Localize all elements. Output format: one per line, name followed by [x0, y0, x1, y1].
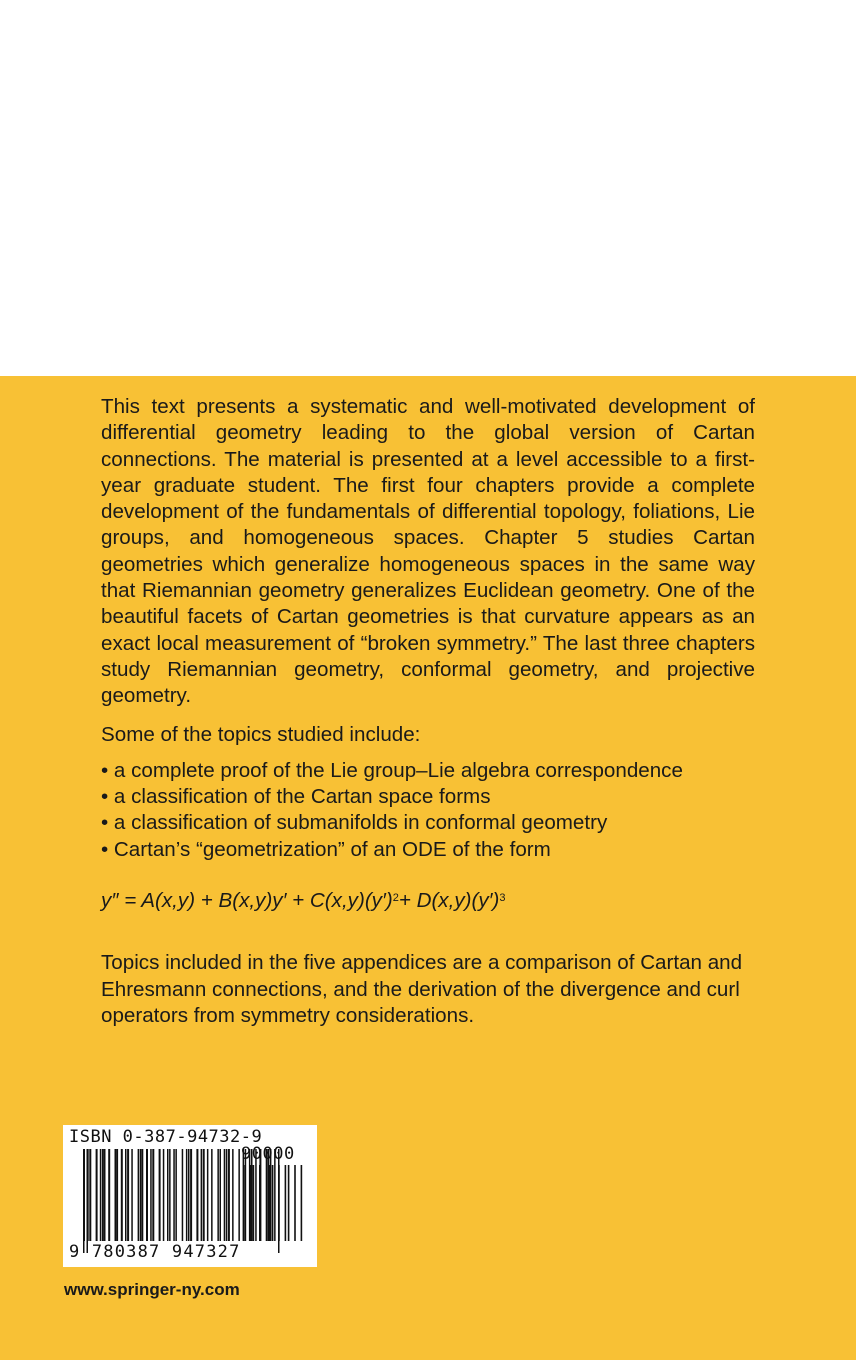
barcode-bar — [150, 1149, 152, 1241]
barcode-bar — [249, 1165, 251, 1241]
barcode-bar — [125, 1149, 127, 1241]
top-blank-area — [0, 0, 856, 376]
barcode-bar — [232, 1149, 234, 1241]
barcode-bar — [89, 1149, 91, 1241]
barcode-bar — [217, 1149, 219, 1241]
description-paragraph: This text presents a systematic and well-motivated development of differential geometry leading to the global version of Cartan connections. The material is presented at a level accessible to a first-year graduate student. The first four chapters provide a complete development of the fundamentals of differential topology, foliations, Lie groups, and homogeneous spaces. Chapter 5 studies Cartan geometries which generalize homogeneous spaces in the same way that Riemannian geometry generalizes Euclidean geometry. One of the beautiful facets of Cartan geometries is that curvature appears as an exact local measurement of “broken symmetry.” The last three chapters study Riemannian geometry, conformal geometry, and projective geometry. — [101, 395, 755, 708]
barcode-bar — [83, 1149, 85, 1253]
ean-digits: 9 780387 947327 — [69, 1242, 241, 1262]
barcode-bar — [186, 1149, 188, 1241]
barcode-bar — [224, 1149, 226, 1241]
isbn-barcode — [63, 1125, 317, 1267]
barcode-bar — [100, 1149, 102, 1241]
barcode-bar — [131, 1149, 133, 1241]
equation-exponent-2: 2 — [392, 892, 399, 905]
barcode-bar — [159, 1149, 161, 1241]
barcode-bar — [169, 1149, 171, 1241]
barcode-bar — [87, 1149, 89, 1253]
barcode-bar — [278, 1149, 280, 1253]
barcode-bar — [108, 1149, 110, 1241]
topics-intro: Some of the topics studied include: — [101, 722, 421, 746]
barcode-bar — [285, 1165, 287, 1241]
barcode-bar — [167, 1149, 169, 1241]
barcode-bar — [201, 1149, 203, 1241]
barcode-bar — [203, 1149, 205, 1241]
barcode-bar — [259, 1165, 261, 1241]
back-cover-text — [101, 394, 755, 1029]
barcode-bar — [173, 1149, 175, 1241]
barcode-bar — [272, 1165, 274, 1241]
barcode-bar — [269, 1165, 271, 1241]
ode-equation — [101, 885, 755, 914]
barcode-bar — [301, 1165, 303, 1241]
barcode-bar — [243, 1165, 245, 1241]
barcode-bar — [104, 1149, 106, 1241]
price-code: 90000 — [241, 1144, 295, 1164]
barcode-bar — [102, 1149, 104, 1241]
barcode-bar — [182, 1149, 184, 1241]
barcode-bar — [228, 1149, 230, 1241]
barcode-bar — [294, 1165, 296, 1241]
equation-main: y″ = A(x,y) + B(x,y)y′ + C(x,y)(y′) — [101, 889, 393, 913]
barcode-bar — [238, 1149, 240, 1241]
list-item: • a classification of the Cartan space forms — [101, 785, 491, 809]
barcode-bar — [253, 1165, 255, 1241]
barcode-bar — [190, 1149, 192, 1241]
barcode-bar — [163, 1149, 165, 1241]
barcode-bar — [288, 1165, 290, 1241]
barcode-bar — [142, 1149, 144, 1241]
barcode-bar — [146, 1149, 148, 1241]
barcode-bar — [152, 1149, 154, 1241]
barcode-bar — [226, 1149, 228, 1241]
equation-middle: + D(x,y)(y′) — [398, 889, 500, 913]
barcode-bar — [196, 1149, 198, 1241]
barcode-bar — [140, 1149, 142, 1241]
barcode-bar — [220, 1149, 222, 1241]
isbn-text: ISBN 0-387-94732-9 — [69, 1127, 263, 1147]
equation-exponent-3: 3 — [499, 892, 506, 905]
publisher-url: www.springer-ny.com — [64, 1280, 240, 1299]
list-item: • a complete proof of the Lie group–Lie algebra correspondence — [101, 758, 683, 782]
appendix-paragraph: Topics included in the five appendices are a comparison of Cartan and Ehresmann connections, and the derivation of the divergence and curl operators from symmetry considerations. — [101, 951, 743, 1027]
barcode-bar — [211, 1149, 213, 1241]
barcode-bar — [207, 1149, 209, 1241]
barcode-bar — [117, 1149, 119, 1241]
list-item: • Cartan’s “geometrization” of an ODE of the form — [101, 837, 551, 861]
barcode-bar — [96, 1149, 98, 1241]
barcode-bar — [175, 1149, 177, 1241]
list-item: • a classification of submanifolds in conformal geometry — [101, 811, 608, 835]
barcode-bar — [138, 1149, 140, 1241]
barcode-bar — [121, 1149, 123, 1241]
barcode-bar — [115, 1149, 117, 1241]
topics-list — [101, 758, 755, 863]
barcode-bar — [127, 1149, 129, 1241]
barcode-bar — [188, 1149, 190, 1241]
